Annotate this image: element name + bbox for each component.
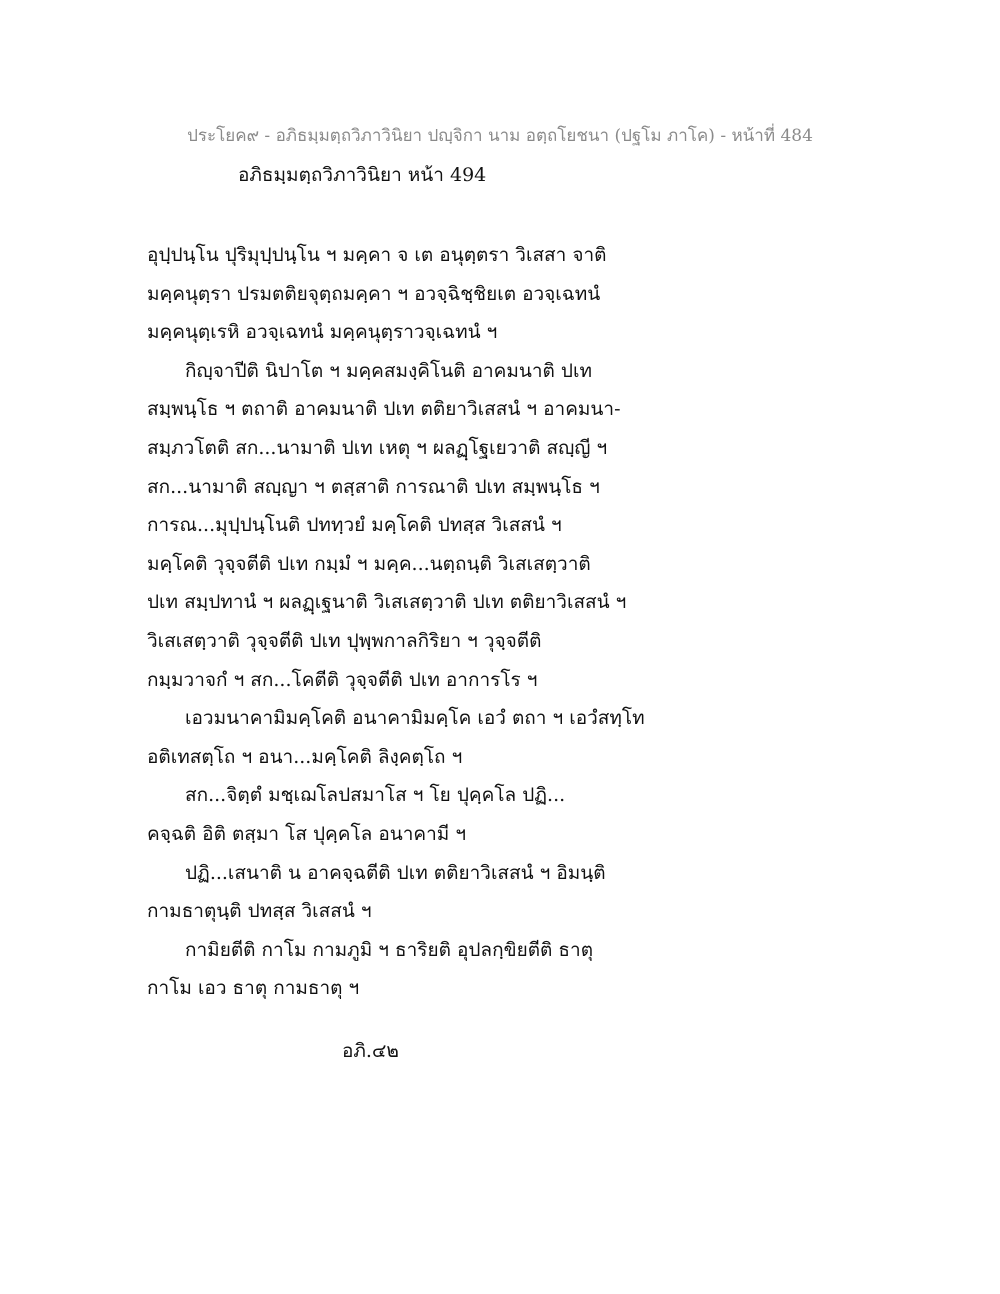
text-line: กิญฺจาปีติ นิปาโต ฯ มคฺคสมงฺคิโนติ อาคมนาติ ปเท <box>185 359 592 382</box>
text-line: กมฺมวาจกํ ฯ สก...โคตีติ วุจฺจตีติ ปเท อาการโร ฯ <box>147 668 538 691</box>
text-line: มคฺคนุตฺเรหิ อวจฺเฉทนํ มคฺคนุตฺราวจฺเฉทนํ ฯ <box>147 321 498 344</box>
text-line: วิเสเสตฺวาติ วุจฺจตีติ ปเท ปุพฺพกาลกิริยา ฯ วุจฺจตีติ <box>147 629 542 652</box>
running-header: ประโยค๙ - อภิธมฺมตฺถวิภาวินิยา ปญฺจิกา นาม อตฺถโยชนา (ปฐโม ภาโค) - หน้าที่ 484 <box>187 126 813 146</box>
text-line: สมฺภวโตติ สก...นามาติ ปเท เหตุ ฯ ผลฏฺโฐเยวาติ สญฺญี ฯ <box>147 436 608 459</box>
body-text <box>147 236 707 1008</box>
text-line: อุปฺปนฺโน ปุริมุปฺปนฺโน ฯ มคฺคา จ เต อนุตฺตรา วิเสสา จาติ <box>147 244 607 266</box>
text-line: คจฺฉติ อิติ ตสฺมา โส ปุคฺคโล อนาคามี ฯ <box>147 822 467 845</box>
page-title: อภิธมฺมตฺถวิภาวินิยา หน้า 494 <box>238 164 487 186</box>
text-line: กาโม เอว ธาตุ กามธาตุ ฯ <box>147 977 360 1000</box>
text-line: มคฺโคติ วุจฺจตีติ ปเท กมฺมํ ฯ มคฺค...นตฺถนฺติ วิเสเสตฺวาติ <box>147 552 591 575</box>
text-line: อติเทสตฺโถ ฯ อนา...มคฺโคติ ลิงฺคตฺโถ ฯ <box>147 745 463 768</box>
text-line: สก...จิตฺตํ มชฺเฌโลปสมาโส ฯ โย ปุคฺคโล ปฏิ... <box>185 784 566 807</box>
text-line: ปฏิ...เสนาติ น อาคจฺฉตีติ ปเท ตติยาวิเสสนํ ฯ อิมนฺติ <box>185 861 606 884</box>
text-line: กามิยตีติ กาโม กามภูมิ ฯ ธาริยติ อุปลกฺขิยตีติ ธาตุ <box>185 938 594 961</box>
text-line: มคฺคนุตฺรา ปรมตติยจุตฺถมคฺคา ฯ อวจฺฉิชฺชิยเต อวจฺเฉทนํ <box>147 282 601 305</box>
text-line: เอวมนาคามิมคฺโคติ อนาคามิมคฺโค เอวํ ตถา ฯ เอวํสทฺโท <box>185 707 645 730</box>
text-line: ปเท สมฺปทานํ ฯ ผลฏฺเฐนาติ วิเสเสตฺวาติ ปเท ตติยาวิเสสนํ ฯ <box>147 591 627 614</box>
text-line: สก...นามาติ สญฺญา ฯ ตสฺสาติ การณาติ ปเท สมฺพนฺโธ ฯ <box>147 475 600 498</box>
text-line: การณ...มุปฺปนฺโนติ ปททฺวยํ มคฺโคติ ปทสฺส วิเสสนํ ฯ <box>147 514 562 537</box>
footer-page-mark: อภิ.๔๒ <box>342 1040 399 1062</box>
text-line: สมฺพนฺโธ ฯ ตถาติ อาคมนาติ ปเท ตติยาวิเสสนํ ฯ อาคมนา- <box>147 398 621 421</box>
text-line: กามธาตุนฺติ ปทสฺส วิเสสนํ ฯ <box>147 900 372 923</box>
